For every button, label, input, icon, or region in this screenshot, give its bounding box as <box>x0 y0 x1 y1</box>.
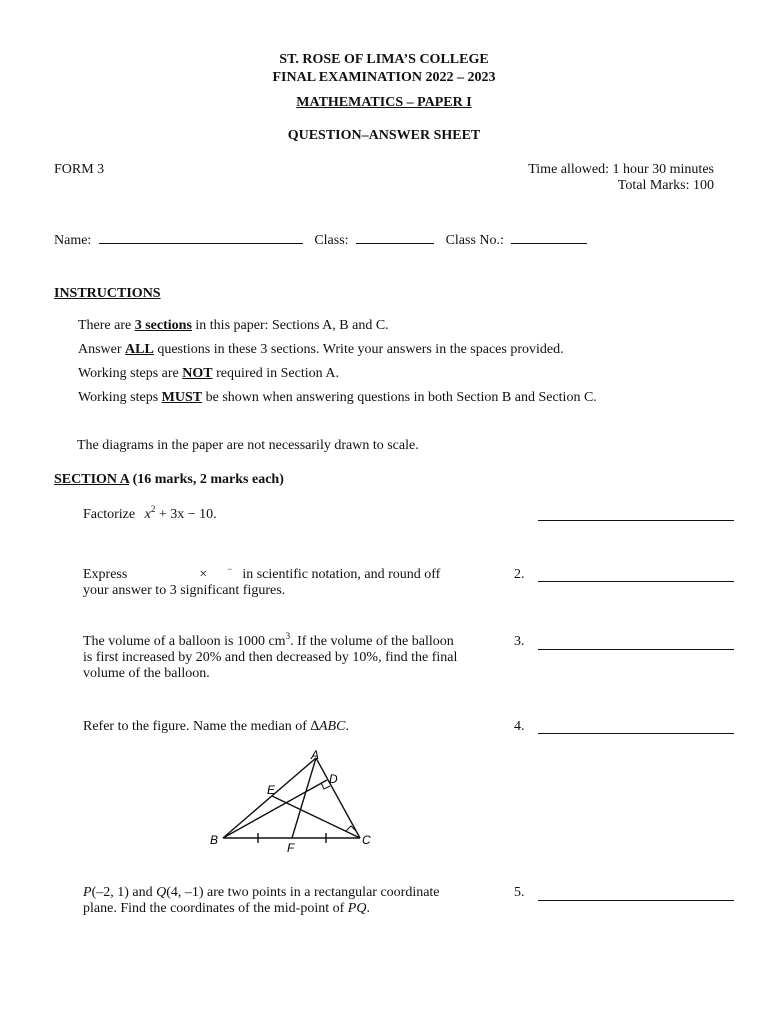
question-5 <box>83 885 508 917</box>
class-label: Class: <box>314 233 349 248</box>
school-name: ST. ROSE OF LIMA’S COLLEGE <box>279 52 489 67</box>
q3-answer-line[interactable] <box>538 648 734 650</box>
q2-text-c: your answer to 3 significant figures. <box>83 583 286 598</box>
label-e: E <box>267 783 276 797</box>
label-b: B <box>210 833 219 847</box>
total-marks: Total Marks: 100 <box>617 178 714 193</box>
q2-times: × <box>199 567 208 582</box>
instr1-em: 3 sections <box>134 318 192 333</box>
instruction-line-4 <box>78 390 597 406</box>
instruction-line-1 <box>78 318 389 334</box>
q4-text-a: Refer to the figure. Name the median of ∆ <box>83 719 319 734</box>
section-a-heading <box>54 472 284 488</box>
instr4-em: MUST <box>161 390 203 405</box>
instr2-pre: Answer <box>78 342 126 357</box>
form-label: FORM 3 <box>54 162 105 177</box>
instr3-em: NOT <box>182 366 213 381</box>
q3-number: 3. <box>514 634 525 649</box>
class-field[interactable] <box>356 229 434 244</box>
label-f: F <box>287 841 295 855</box>
q2-text-a: Express <box>83 567 128 582</box>
q3-text-d: volume of the balloon. <box>83 666 210 681</box>
side-ab <box>223 758 316 838</box>
q5-q: Q <box>156 885 167 900</box>
instruction-line-2 <box>78 342 564 358</box>
side-ac <box>316 758 360 838</box>
q5-text-e: plane. Find the coordinates of the mid-point of <box>83 901 348 916</box>
line-ce <box>272 796 360 838</box>
question-2 <box>83 564 493 599</box>
question-4 <box>83 719 349 735</box>
triangle-figure <box>205 748 385 858</box>
student-fields <box>54 229 587 249</box>
instr4-post: be shown when answering questions in both Section B and Section C. <box>202 390 597 405</box>
q5-number: 5. <box>514 885 525 900</box>
sheet-title: QUESTION–ANSWER SHEET <box>287 128 481 143</box>
q3-text-c: is first increased by 20% and then decreased by 10%, find the final <box>83 650 458 665</box>
q5-answer-line[interactable] <box>538 899 734 901</box>
name-field[interactable] <box>99 229 303 244</box>
q5-text-d: (4, –1) are two points in a rectangular coordinate <box>166 885 440 900</box>
q3-sup: 3 <box>285 631 291 641</box>
instr1-pre: There are <box>78 318 135 333</box>
q2-answer-line[interactable] <box>538 580 734 582</box>
label-d: D <box>329 772 338 786</box>
q1-math-x: x <box>144 507 151 522</box>
instr3-pre: Working steps are <box>78 366 183 381</box>
q1-answer-line[interactable] <box>538 519 734 521</box>
q5-p: P <box>83 885 92 900</box>
name-label: Name: <box>54 233 92 248</box>
q5-text-g: . <box>366 901 370 916</box>
instruction-line-3 <box>78 366 339 382</box>
q3-text-a: The volume of a balloon is 1000 cm <box>83 634 286 649</box>
q1-math-exp: 2 <box>150 504 156 514</box>
instr3-post: required in Section A. <box>212 366 339 381</box>
section-a-marks: (16 marks, 2 marks each) <box>132 472 284 487</box>
q2-minus: − <box>227 564 233 574</box>
q5-pq: PQ <box>347 901 367 916</box>
q4-answer-line[interactable] <box>538 732 734 734</box>
q2-number: 2. <box>514 567 525 582</box>
q3-text-b: . If the volume of the balloon <box>290 634 454 649</box>
section-a-title: SECTION A <box>54 472 130 487</box>
label-a: A <box>311 748 320 762</box>
q1-text: Factorize <box>83 507 136 522</box>
instr4-pre: Working steps <box>78 390 162 405</box>
diagram-note: The diagrams in the paper are not necessarily drawn to scale. <box>77 438 419 453</box>
question-3 <box>83 631 508 682</box>
q4-text-b: . <box>345 719 349 734</box>
q5-text-b: (–2, 1) and <box>91 885 157 900</box>
instructions-heading: INSTRUCTIONS <box>54 286 161 301</box>
class-no-field[interactable] <box>511 229 587 244</box>
instr1-post: in this paper: Sections A, B and C. <box>191 318 389 333</box>
subject-title <box>0 95 768 111</box>
q4-text-em: ABC <box>318 719 346 734</box>
class-no-label: Class No.: <box>445 233 504 248</box>
instr2-em: ALL <box>125 342 154 357</box>
q4-number: 4. <box>514 719 525 734</box>
exam-title: FINAL EXAMINATION 2022 – 2023 <box>272 70 496 85</box>
q2-text-b: in scientific notation, and round off <box>242 567 441 582</box>
time-allowed: Time allowed: 1 hour 30 minutes <box>528 162 714 177</box>
question-1 <box>83 504 217 523</box>
label-c: C <box>362 833 371 847</box>
q1-math-rest: + 3x − 10. <box>155 507 217 522</box>
subject-text: MATHEMATICS – PAPER I <box>296 95 472 110</box>
instr2-post: questions in these 3 sections. Write your answers in the spaces provided. <box>153 342 564 357</box>
